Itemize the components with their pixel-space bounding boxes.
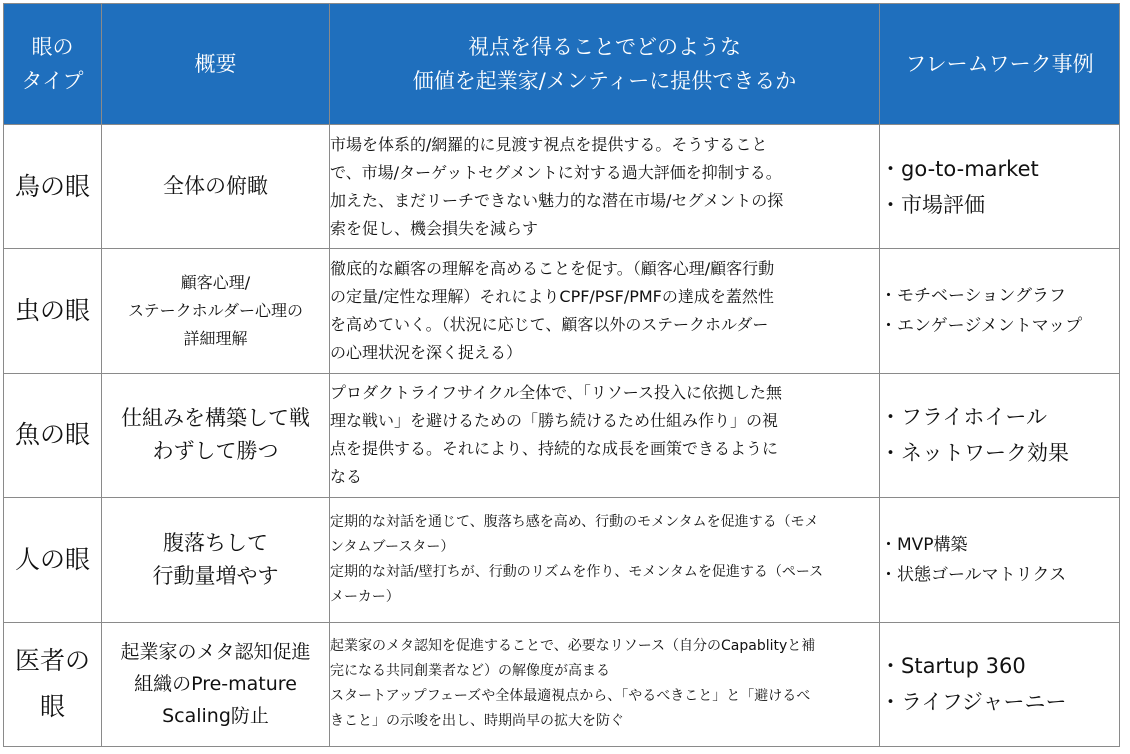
description-line: プロダクトライフサイクル全体で、「リソース投入に依拠した無 — [330, 383, 783, 403]
summary-line: ステークホルダー心理の — [127, 301, 304, 321]
description-line: 定期的な対話/壁打ちが、行動のリズムを作り、モメンタムを促進する（ペース — [330, 563, 824, 580]
description-cell — [330, 498, 880, 622]
summary-line: 仕組みを構築して戦 — [121, 406, 310, 431]
description-line: の定量/定性な理解）それによりCPF/PSF/PMFの達成を蓋然性 — [330, 287, 774, 307]
description-line: 点を提供する。それにより、持続的な成長を画策できるように — [330, 439, 779, 459]
summary-cell — [102, 125, 330, 249]
header-framework-label: フレームワーク事例 — [905, 52, 1094, 76]
header-value-line: 価値を起業家/メンティーに提供できるか — [412, 69, 797, 93]
description-line: 索を促し、機会損失を減らす — [330, 218, 539, 238]
eye-type-label: 医者の — [14, 646, 90, 676]
summary-line: 詳細理解 — [183, 329, 248, 349]
description-line: 加えた、まだリーチできない魅力的な潜在市場/セグメントの探 — [330, 190, 784, 210]
summary-line: Scaling防止 — [162, 705, 269, 728]
framework-item: ・go-to-market — [880, 156, 1039, 181]
eye-type-label: 眼 — [39, 692, 65, 722]
framework-cell — [880, 622, 1120, 746]
description-line: 市場を体系的/網羅的に見渡す視点を提供する。そうすること — [330, 134, 768, 154]
header-value-line: 視点を得ることでどのような — [468, 35, 741, 59]
framework-cell — [880, 249, 1120, 373]
header-summary — [102, 4, 330, 125]
table-row — [4, 249, 1120, 373]
description-line: の心理状況を深く捉える） — [330, 343, 523, 363]
description-cell — [330, 373, 880, 497]
description-line: 徹底的な顧客の理解を高めることを促す。（顧客心理/顧客行動 — [330, 259, 775, 279]
framework-item: ・フライホイール — [880, 405, 1047, 430]
eye-type-label: 虫の眼 — [14, 296, 90, 326]
description-line: 理な戦い」を避けるための「勝ち続けるため仕組み作り」の視 — [330, 411, 779, 431]
framework-item: ・ライフジャーニー — [880, 690, 1067, 715]
framework-cell — [880, 125, 1120, 249]
description-cell — [330, 622, 880, 746]
description-line: 起業家のメタ認知を促進することで、必要なリソース（自分のCapablityと補 — [330, 638, 816, 655]
description-line: きこと」の示唆を出し、時期尚早の拡大を防ぐ — [330, 713, 624, 730]
framework-item: ・MVP構築 — [880, 534, 968, 555]
eye-type-cell — [4, 373, 102, 497]
summary-cell — [102, 622, 330, 746]
description-cell — [330, 125, 880, 249]
description-line: 完になる共同創業者など）の解像度が高まる — [330, 663, 610, 680]
framework-cell — [880, 498, 1120, 622]
summary-line: 行動量増やす — [152, 563, 279, 588]
eye-type-cell — [4, 622, 102, 746]
summary-line: 顧客心理/ — [180, 273, 251, 293]
header-summary-label: 概要 — [194, 52, 237, 76]
description-cell — [330, 249, 880, 373]
framework-cell — [880, 373, 1120, 497]
description-line: を高めていく。（状況に応じて、顧客以外のステークホルダー — [330, 315, 769, 335]
header-eye-type-line: タイプ — [21, 69, 84, 93]
description-line: メーカー） — [330, 588, 400, 605]
summary-cell — [102, 373, 330, 497]
summary-cell — [102, 498, 330, 622]
summary-line: わずして勝つ — [152, 439, 279, 464]
framework-item: ・状態ゴールマトリクス — [880, 564, 1067, 585]
header-value — [330, 4, 880, 125]
eye-types-table — [3, 3, 1120, 747]
eye-type-cell — [4, 498, 102, 622]
summary-line: 腹落ちして — [163, 530, 268, 555]
description-line: 定期的な対話を通じて、腹落ち感を高め、行動のモメンタムを促進する（モメ — [330, 513, 819, 530]
framework-item: ・モチベーショングラフ — [880, 286, 1066, 307]
table-row — [4, 622, 1120, 746]
eye-type-cell — [4, 125, 102, 249]
eye-type-label: 魚の眼 — [14, 420, 90, 450]
framework-item: ・エンゲージメントマップ — [880, 316, 1083, 337]
eye-type-label: 人の眼 — [14, 544, 90, 574]
header-eye-type-line: 眼の — [31, 35, 74, 59]
table-row — [4, 498, 1120, 622]
summary-line: 組織のPre-mature — [134, 673, 297, 696]
framework-item: ・Startup 360 — [880, 654, 1026, 679]
summary-cell — [102, 249, 330, 373]
summary-line: 起業家のメタ認知促進 — [120, 641, 311, 664]
description-line: ンタムブースター） — [330, 538, 455, 555]
framework-item: ・市場評価 — [880, 192, 985, 217]
table-row — [4, 125, 1120, 249]
description-line: スタートアップフェーズや全体最適視点から、「やるべきこと」と「避けるべ — [330, 688, 811, 705]
description-line: で、市場/ターゲットセグメントに対する過大評価を抑制する。 — [330, 162, 782, 182]
header-row — [4, 4, 1120, 125]
framework-item: ・ネットワーク効果 — [880, 441, 1069, 466]
eye-type-cell — [4, 249, 102, 373]
eye-type-label: 鳥の眼 — [14, 171, 90, 201]
summary-line: 全体の俯瞰 — [163, 174, 268, 199]
header-eye-type — [4, 4, 102, 125]
table-row — [4, 373, 1120, 497]
description-line: なる — [330, 467, 363, 487]
header-framework — [880, 4, 1120, 125]
